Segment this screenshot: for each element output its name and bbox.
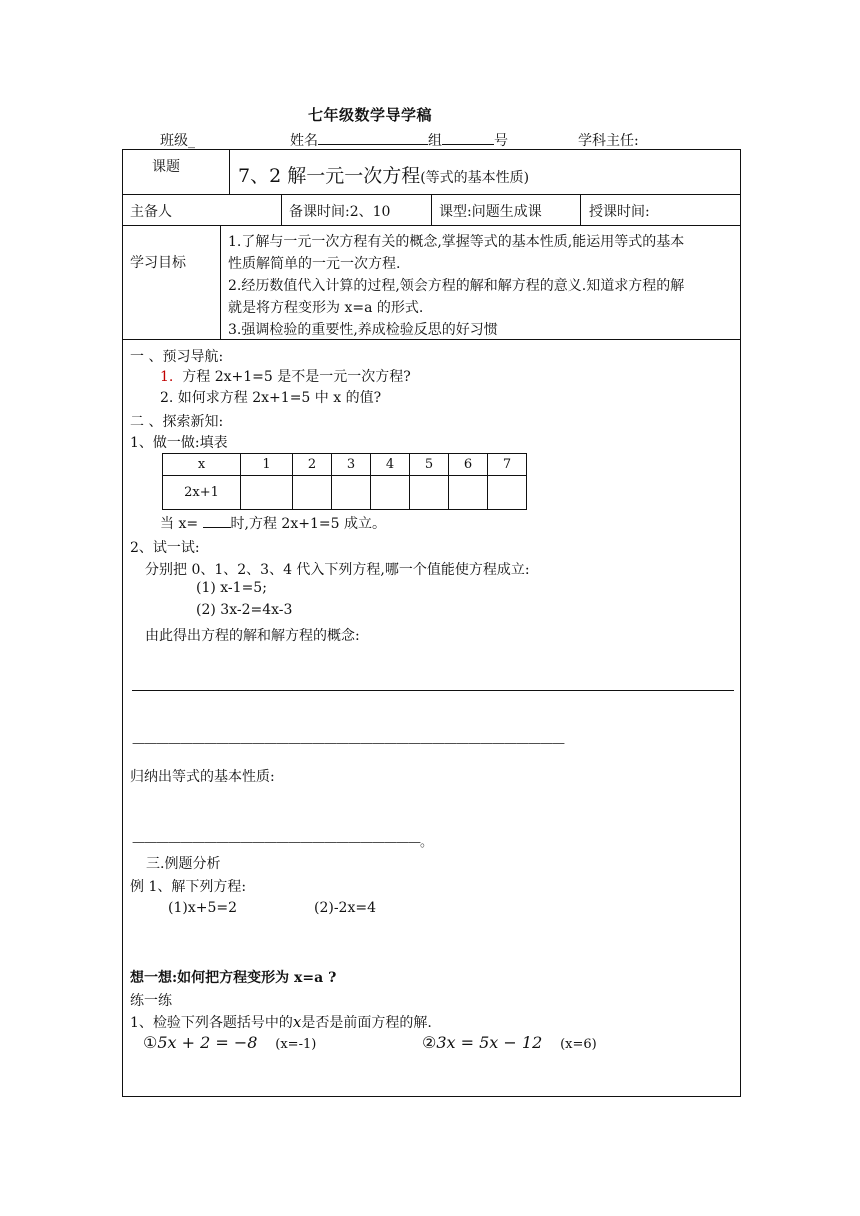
table-blank-cell[interactable]: [410, 476, 449, 510]
table-header-cell: 5: [410, 454, 449, 476]
question-number: 1.: [160, 369, 174, 385]
check-variable: x: [292, 1013, 302, 1031]
example-equation: (2)-2x=4: [314, 900, 377, 916]
condition-suffix: 时,方程 2x+1=5 成立。: [230, 516, 386, 532]
table-blank-cell[interactable]: [449, 476, 488, 510]
divider: [281, 194, 282, 225]
director-label: 学科主任:: [578, 133, 639, 149]
prep-time: 备课时间:2、10: [289, 204, 391, 220]
practice-equation: 3x = 5x − 12: [436, 1033, 543, 1052]
divider: [431, 194, 432, 225]
lesson-type: 课型:问题生成课: [439, 204, 542, 220]
preparer-label: 主备人: [130, 204, 172, 220]
objective-line: 性质解简单的一元一次方程.: [228, 256, 401, 272]
think-prompt: 想一想:如何把方程变形为 x=a ?: [130, 970, 337, 986]
table-blank-cell[interactable]: [293, 476, 332, 510]
divider: [122, 339, 741, 340]
practice-equation: 5x + 2 = −8: [157, 1033, 258, 1052]
derive-prompt: 由此得出方程的解和解方程的概念:: [145, 628, 360, 644]
example-equation: (1)x+5=2: [168, 900, 238, 916]
group-blank: [374, 130, 428, 145]
divider: [220, 225, 221, 339]
answer-dash-line: ————————————————————————————————————: [132, 736, 564, 751]
practice-item: [422, 1033, 597, 1052]
check-text-tail: 是否是前面方程的解.: [301, 1015, 432, 1031]
condition-prefix: 当 x=: [160, 516, 199, 532]
table-header-cell: 7: [488, 454, 527, 476]
topic-label: 课题: [152, 159, 180, 175]
topic-title: [238, 161, 529, 188]
objective-line: 就是将方程变形为 x=a 的形式.: [228, 300, 424, 316]
answer-line[interactable]: [132, 690, 734, 691]
equation: (1) x-1=5;: [196, 580, 267, 596]
page-title: 七年级数学导学稿: [308, 106, 433, 124]
table-header-cell: 3: [332, 454, 371, 476]
table-header-cell: x: [163, 454, 241, 476]
condition-line: [160, 513, 386, 533]
objective-line: 2.经历数值代入计算的过程,领会方程的解和解方程的意义.知道求方程的解: [228, 278, 685, 294]
practice-value: (x=6): [560, 1037, 597, 1052]
check-instruction: [130, 1012, 432, 1032]
class-label: 班级_: [160, 133, 195, 149]
table-blank-cell[interactable]: [488, 476, 527, 510]
example-heading: 例 1、解下列方程:: [130, 879, 247, 895]
name-blank: [318, 130, 374, 145]
table-header-cell: 4: [371, 454, 410, 476]
topic-main: 7、2 解一元一次方程: [238, 165, 421, 187]
question-text: 方程 2x+1=5 是不是一元一次方程?: [182, 369, 411, 385]
practice-item: [143, 1033, 316, 1052]
objective-line: 1.了解与一元一次方程有关的概念,掌握等式的基本性质,能运用等式的基本: [228, 234, 685, 250]
table-blank-cell[interactable]: [241, 476, 293, 510]
practice-heading: 练一练: [130, 993, 172, 1009]
item-number: ②: [422, 1033, 437, 1052]
answer-blank[interactable]: [203, 513, 231, 528]
instruction: 分别把 0、1、2、3、4 代入下列方程,哪一个值能使方程成立:: [145, 562, 530, 578]
name-label: 姓名: [290, 133, 318, 149]
fill-in-table: [162, 453, 527, 510]
name-field: [290, 130, 374, 150]
section-heading: 三.例题分析: [146, 856, 221, 872]
table-header-cell: 6: [449, 454, 488, 476]
divider: [229, 149, 230, 194]
preview-question: 2. 如何求方程 2x+1=5 中 x 的值?: [160, 390, 382, 406]
section-heading: 一 、预习导航:: [130, 349, 224, 365]
summarize-prompt: 归纳出等式的基本性质:: [130, 769, 275, 785]
table-row-label: 2x+1: [163, 476, 241, 510]
check-text: 1、检验下列各题括号中的: [130, 1015, 293, 1031]
table-blank-cell[interactable]: [371, 476, 410, 510]
practice-value: (x=-1): [275, 1037, 317, 1052]
topic-sub: (等式的基本性质): [420, 170, 530, 186]
number-label: 号: [494, 133, 508, 149]
table-header-cell: 1: [241, 454, 293, 476]
preview-question: [160, 366, 411, 386]
equation: (2) 3x-2=4x-3: [196, 602, 293, 618]
group-label: 组: [428, 133, 442, 149]
subheading: 1、做一做:填表: [130, 435, 228, 451]
divider: [580, 194, 581, 225]
objective-line: 3.强调检验的重要性,养成检验反思的好习惯: [228, 322, 498, 338]
subheading: 2、试一试:: [130, 540, 200, 556]
table-header-cell: 2: [293, 454, 332, 476]
table-blank-cell[interactable]: [332, 476, 371, 510]
section-heading: 二 、探索新知:: [130, 414, 224, 430]
objectives-label: 学习目标: [130, 255, 186, 271]
number-blank: [442, 130, 494, 145]
teach-time: 授课时间:: [589, 204, 650, 220]
divider: [122, 225, 741, 226]
item-number: ①: [143, 1033, 158, 1052]
group-field: [374, 130, 508, 150]
answer-dash-line: ————————————————————————。: [132, 835, 432, 850]
